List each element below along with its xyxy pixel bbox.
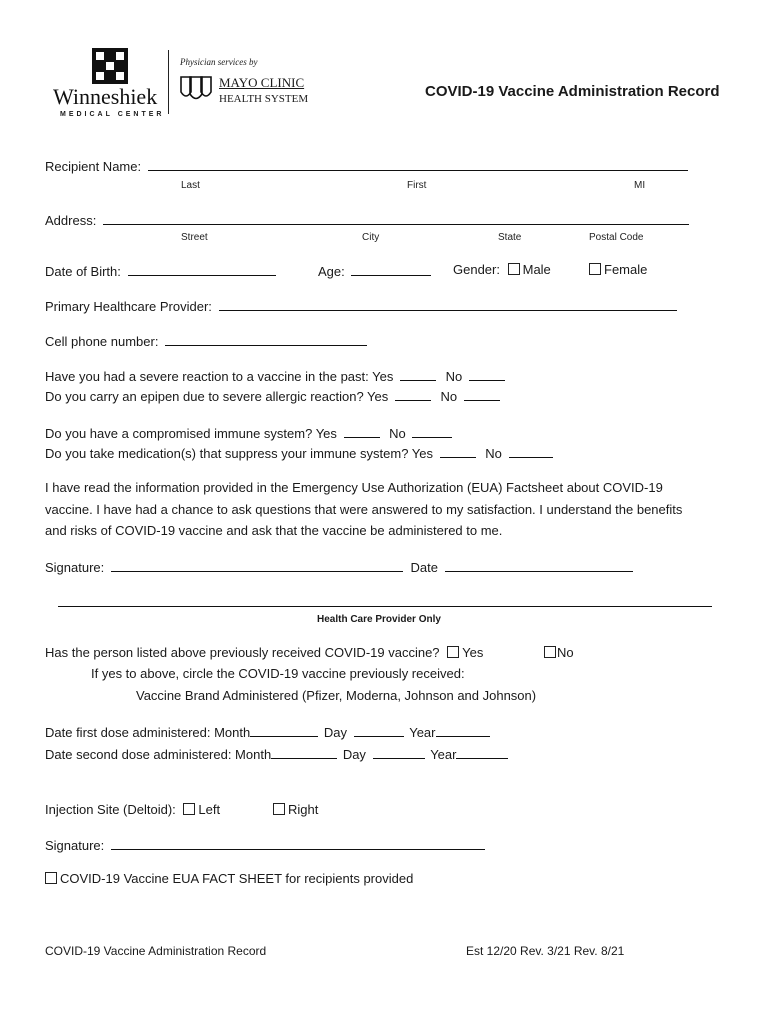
cell-field[interactable] — [165, 332, 367, 346]
prev-no-option — [544, 645, 574, 661]
first-year-field[interactable] — [436, 723, 490, 737]
signature-label: Signature: — [45, 560, 105, 575]
logo-divider — [168, 50, 169, 114]
page-title: COVID-19 Vaccine Administration Record — [425, 83, 720, 100]
year-label: Year — [430, 747, 457, 762]
second-dose-label: Date second dose administered: Month — [45, 747, 272, 762]
right-checkbox[interactable] — [273, 803, 285, 815]
fact-sheet-checkbox[interactable] — [45, 872, 57, 884]
sub-last: Last — [181, 180, 200, 191]
provider-section-heading: Health Care Provider Only — [317, 614, 441, 625]
signature-label: Signature: — [45, 838, 105, 853]
mayo-shield-icon — [178, 74, 214, 104]
section-divider — [58, 606, 712, 607]
day-label: Day — [342, 747, 366, 762]
female-label: Female — [604, 262, 648, 277]
question-epipen — [45, 387, 500, 405]
date-label: Date — [410, 560, 438, 575]
question-medication — [45, 444, 553, 462]
logo-name: Winneshiek — [53, 84, 158, 109]
age-label: Age: — [318, 264, 345, 279]
yes-field[interactable] — [400, 367, 436, 381]
yes-field[interactable] — [344, 424, 380, 438]
fact-sheet-label: COVID-19 Vaccine EUA FACT SHEET for recipients provided — [60, 871, 414, 886]
gender-label: Gender: — [453, 262, 500, 277]
yes-field[interactable] — [395, 387, 431, 401]
recipient-signature-field[interactable] — [111, 558, 403, 572]
right-label: Right — [288, 802, 319, 817]
question-immune — [45, 424, 452, 442]
second-dose-row — [45, 745, 508, 763]
consent-line-2: vaccine. I have had a chance to ask questions that were answered to my satisfaction. I understand the benefits — [45, 502, 683, 517]
mayo-line2: HEALTH SYSTEM — [219, 93, 309, 105]
recipient-name-row — [45, 157, 688, 175]
dob-row — [45, 262, 276, 280]
first-day-field[interactable] — [354, 723, 404, 737]
no-field[interactable] — [412, 424, 452, 438]
prev-vaccine-row — [45, 645, 483, 661]
no-field[interactable] — [509, 444, 553, 458]
gender-row — [453, 262, 551, 278]
physician-line: Physician services by — [180, 57, 258, 67]
no-label: No — [445, 369, 463, 384]
medical-cross-icon — [92, 48, 128, 84]
provider-signature-field[interactable] — [111, 836, 485, 850]
year-label: Year — [409, 725, 436, 740]
injection-site-row — [45, 802, 220, 818]
vaccine-brands: Vaccine Brand Administered (Pfizer, Moderna, Johnson and Johnson) — [136, 688, 537, 703]
sub-first: First — [407, 180, 427, 191]
address-field[interactable] — [103, 211, 689, 225]
age-row — [318, 262, 431, 280]
right-option — [273, 802, 318, 818]
second-day-field[interactable] — [373, 745, 425, 759]
footer-left: COVID-19 Vaccine Administration Record — [45, 944, 267, 958]
sub-street: Street — [181, 232, 208, 243]
mayo-line1: MAYO CLINIC — [219, 75, 305, 90]
prev-yes-label: Yes — [462, 645, 484, 660]
prev-vaccine-question: Has the person listed above previously received COVID-19 vaccine? — [45, 645, 440, 660]
fact-sheet-row — [45, 871, 413, 887]
footer-revision: Est 12/20 Rev. 3/21 Rev. 8/21 — [466, 944, 625, 958]
consent-line-3: and risks of COVID-19 vaccine and ask that the vaccine be administered to me. — [45, 523, 503, 538]
day-label: Day — [323, 725, 347, 740]
provider-signature-row — [45, 836, 485, 854]
if-yes-instruction: If yes to above, circle the COVID-19 vaccine previously received: — [91, 666, 465, 681]
first-dose-row — [45, 723, 490, 741]
recipient-date-field[interactable] — [445, 558, 633, 572]
male-checkbox[interactable] — [508, 263, 520, 275]
address-row — [45, 211, 689, 229]
female-option — [589, 262, 647, 278]
sub-city: City — [362, 232, 380, 243]
no-field[interactable] — [469, 367, 505, 381]
consent-line-1: I have read the information provided in the Emergency Use Authorization (EUA) Factsheet about COVID-19 — [45, 480, 663, 495]
cell-row — [45, 332, 367, 350]
cell-label: Cell phone number: — [45, 334, 159, 349]
prev-no-label: No — [557, 645, 574, 660]
question-text: Do you have a compromised immune system? Yes — [45, 426, 337, 441]
sub-state: State — [498, 232, 522, 243]
first-dose-label: Date first dose administered: Month — [45, 725, 251, 740]
left-label: Left — [198, 802, 221, 817]
left-checkbox[interactable] — [183, 803, 195, 815]
address-label: Address: — [45, 213, 97, 228]
question-severe-reaction — [45, 367, 505, 385]
female-checkbox[interactable] — [589, 263, 601, 275]
logo-subtitle: MEDICAL CENTER — [60, 111, 165, 118]
no-label: No — [440, 389, 458, 404]
provider-label: Primary Healthcare Provider: — [45, 299, 212, 314]
age-field[interactable] — [351, 262, 431, 276]
second-year-field[interactable] — [456, 745, 508, 759]
provider-field[interactable] — [219, 297, 677, 311]
dob-field[interactable] — [128, 262, 276, 276]
no-label: No — [389, 426, 406, 441]
recipient-name-label: Recipient Name: — [45, 159, 142, 174]
yes-field[interactable] — [440, 444, 476, 458]
male-label: Male — [522, 262, 551, 277]
dob-label: Date of Birth: — [45, 264, 121, 279]
sub-postal: Postal Code — [589, 232, 644, 243]
sub-mi: MI — [634, 180, 646, 191]
second-month-field[interactable] — [271, 745, 337, 759]
question-text: Do you take medication(s) that suppress your immune system? Yes — [45, 446, 434, 461]
provider-row — [45, 297, 677, 315]
prev-yes-checkbox[interactable] — [447, 646, 459, 658]
no-label: No — [485, 446, 502, 461]
recipient-signature-row — [45, 558, 633, 576]
prev-no-checkbox[interactable] — [544, 646, 556, 658]
no-field[interactable] — [464, 387, 500, 401]
question-text: Have you had a severe reaction to a vaccine in the past: Yes — [45, 369, 394, 384]
injection-site-label: Injection Site (Deltoid): — [45, 802, 176, 817]
recipient-name-field[interactable] — [148, 157, 688, 171]
question-text: Do you carry an epipen due to severe allergic reaction? Yes — [45, 389, 389, 404]
first-month-field[interactable] — [250, 723, 318, 737]
